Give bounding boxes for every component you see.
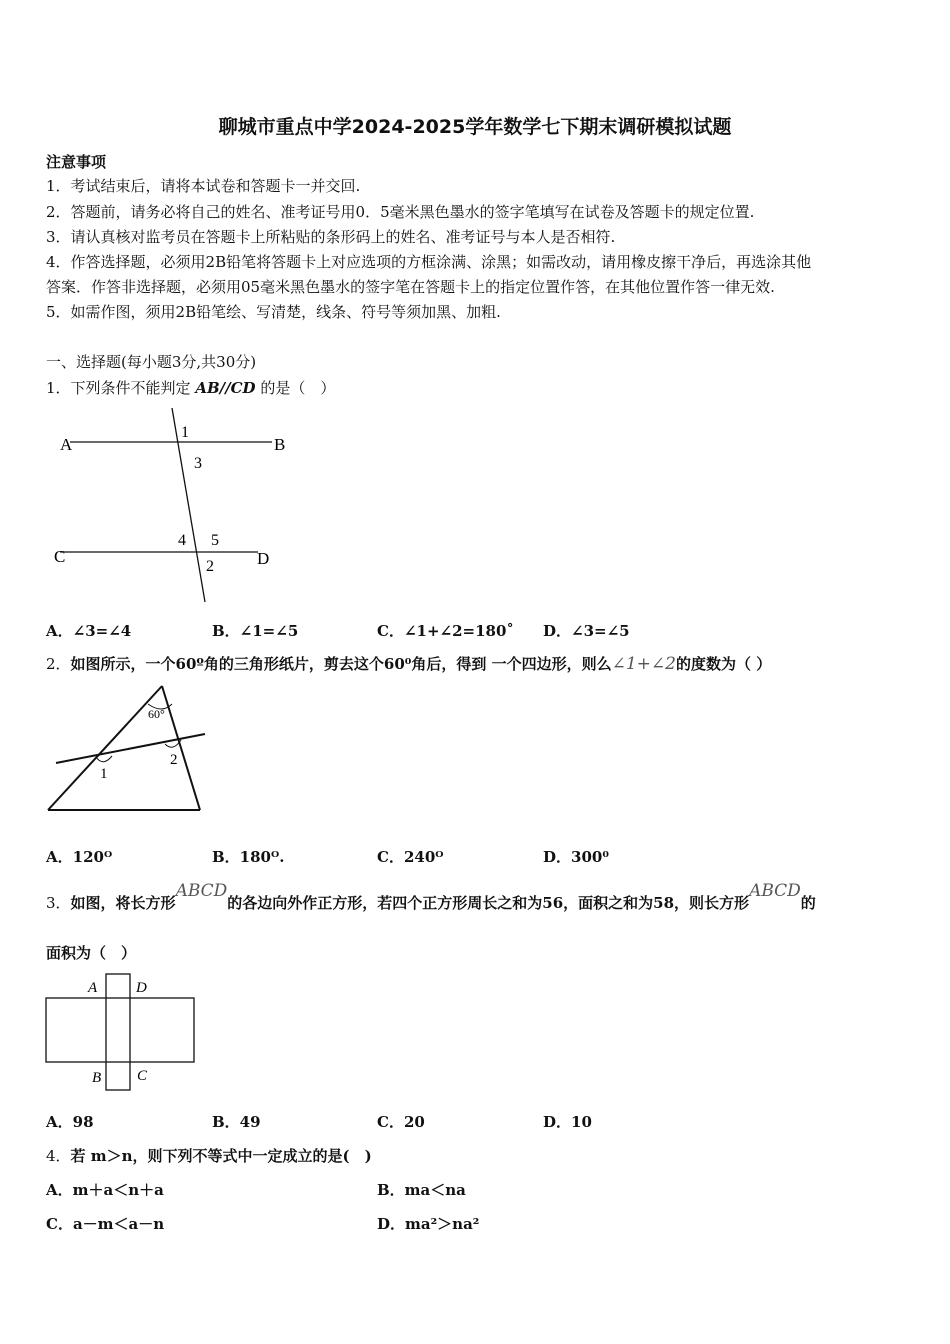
triangle-left-side: [48, 686, 162, 810]
option-d: D．10: [543, 1113, 592, 1131]
question-3: [46, 880, 816, 912]
angle-1-label: 1: [100, 766, 108, 782]
notice-item: 5．如需作图，须用2B铅笔绘、写清楚，线条、符号等须加黑、加粗.: [46, 303, 501, 321]
question-3-line2: 面积为（ ）: [46, 944, 137, 962]
angle-60-label: 60°: [148, 707, 165, 721]
question-text: 如图，将长方形: [70, 894, 176, 912]
angle-1-arc: [96, 756, 112, 762]
question-text: 如图所示，一个60º角的三角形纸片，剪去这个60⁰角后，得到 一个四边形，则么: [70, 655, 612, 673]
question-number: 4．: [46, 1147, 71, 1165]
notice-heading: 注意事项: [46, 153, 107, 171]
angle-5-label: 5: [211, 532, 219, 549]
label-a: A: [88, 980, 98, 996]
triangle-right-side: [162, 686, 200, 810]
question-text: 的度数为（ ）: [675, 655, 772, 673]
label-c: C: [137, 1068, 148, 1084]
question-text: 的是（ ）: [255, 379, 336, 397]
horizontal-rect: [46, 998, 194, 1062]
rect-label: ABCD: [749, 881, 801, 901]
question-1: [46, 377, 335, 398]
question-math: AB//CD: [195, 379, 256, 397]
option-a: A．98: [46, 1113, 94, 1131]
angle-2-label: 2: [206, 558, 214, 575]
angle-3-label: 3: [194, 455, 202, 472]
option-d: D．ma²＞na²: [377, 1215, 480, 1233]
option-a: A．120ᴼ: [46, 848, 113, 866]
rect-label: ABCD: [175, 881, 228, 901]
angle-4-label: 4: [178, 532, 186, 549]
question-text: 的各边向外作正方形，若四个正方形周长之和为56，面积之和为58，则长方形: [227, 894, 750, 912]
option-c: C．240ᴼ: [377, 848, 444, 866]
figure-rectangle-squares: [40, 970, 200, 1095]
option-a: A．m＋a＜n＋a: [46, 1181, 164, 1199]
question-text: 的: [800, 894, 816, 912]
label-a: A: [60, 435, 73, 454]
vertical-rect: [106, 974, 130, 1090]
question-2: [46, 653, 771, 674]
option-b: B．ma＜na: [377, 1181, 466, 1199]
page-title: 聊城市重点中学2024-2025学年数学七下期末调研模拟试题: [218, 116, 732, 138]
option-d: D．∠3=∠5: [543, 622, 630, 640]
label-c: C: [54, 547, 66, 566]
question-number: 2．: [46, 655, 71, 673]
option-c: C．a－m＜a－n: [46, 1215, 165, 1233]
section-heading: 一、选择题(每小题3分,共30分): [46, 353, 257, 371]
label-b: B: [274, 435, 286, 454]
label-d: D: [136, 980, 147, 996]
option-b: B．49: [212, 1113, 261, 1131]
notice-item: 1．考试结束后，请将本试卷和答题卡一并交回.: [46, 177, 361, 195]
notice-item: 3．请认真核对监考员在答题卡上所粘贴的条形码上的姓名、准考证号与本人是否相符.: [46, 228, 616, 246]
option-c: C．∠1+∠2=180˚: [377, 622, 514, 640]
question-math: ∠1+∠2: [611, 654, 676, 674]
cut-line: [56, 734, 205, 763]
angle-1-label: 1: [181, 424, 189, 441]
option-b: B．∠1=∠5: [212, 622, 299, 640]
notice-item: 答案．作答非选择题，必须用05毫米黑色墨水的签字笔在答题卡上的指定位置作答，在其他位置作答一律无效.: [46, 278, 775, 296]
figure-parallel-lines: [40, 400, 300, 610]
figure-triangle: [40, 682, 215, 822]
question-number: 3．: [46, 894, 71, 912]
option-a: A．∠3=∠4: [46, 622, 132, 640]
notice-item: 4．作答选择题，必须用2B铅笔将答题卡上对应选项的方框涂满、涂黑；如需改动，请用橡皮擦干净后，再选涂其他: [46, 253, 812, 271]
angle-2-label: 2: [170, 752, 178, 768]
question-4: [46, 1145, 372, 1166]
option-b: B．180ᴼ.: [212, 848, 285, 866]
question-text: 若 m＞n，则下列不等式中一定成立的是( ): [70, 1147, 372, 1165]
notice-item: 2．答题前，请务必将自己的姓名、准考证号用0．5毫米黑色墨水的签字笔填写在试卷及答题卡的规定位置.: [46, 203, 755, 221]
label-b: B: [92, 1070, 102, 1086]
option-c: C．20: [377, 1113, 425, 1131]
question-number: 1．: [46, 379, 71, 397]
option-d: D．300⁰: [543, 848, 609, 866]
question-text: 下列条件不能判定: [70, 379, 196, 397]
label-d: D: [257, 549, 270, 568]
